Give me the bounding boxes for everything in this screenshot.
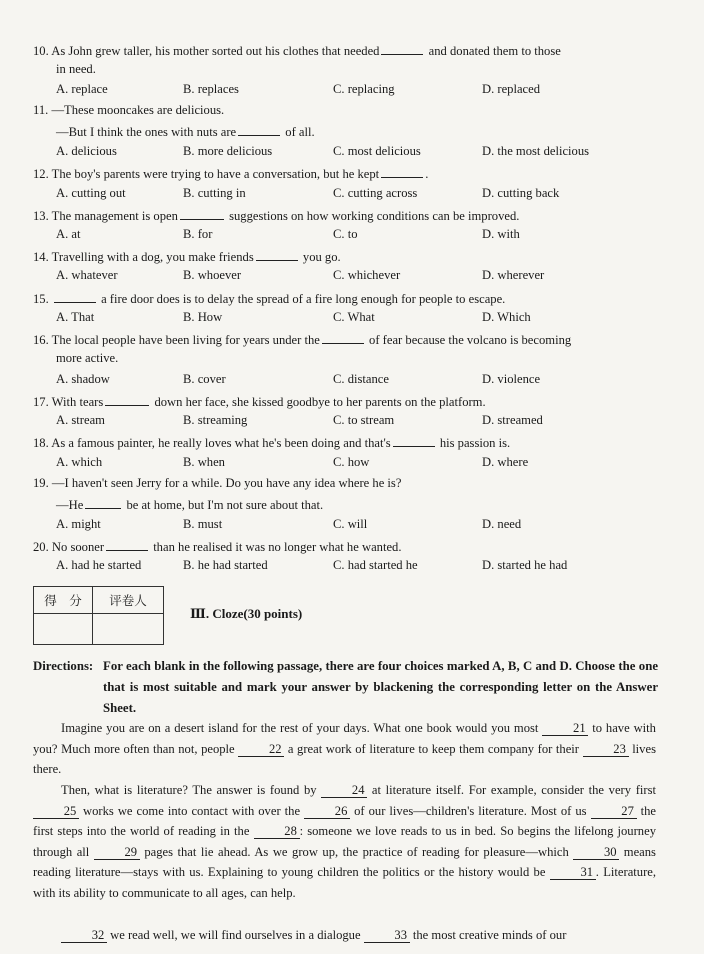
option-c[interactable]: C. had started he: [333, 558, 418, 572]
option-a[interactable]: A. replace: [56, 82, 108, 96]
score-cell[interactable]: [34, 614, 93, 645]
option-c[interactable]: C. What: [333, 310, 375, 324]
option-d[interactable]: D. Which: [482, 310, 531, 324]
option-c[interactable]: C. distance: [333, 372, 389, 386]
question-12: 12. The boy's parents were trying to have a conversation, but he kept .: [33, 167, 429, 181]
option-d[interactable]: D. cutting back: [482, 186, 560, 200]
answer-blank[interactable]: [85, 496, 121, 509]
option-b[interactable]: B. replaces: [183, 82, 239, 96]
question-11-options: [56, 144, 676, 162]
option-d[interactable]: D. the most delicious: [482, 144, 590, 158]
question-16-cont: more active.: [56, 351, 119, 365]
option-b[interactable]: B. whoever: [183, 268, 242, 282]
option-a[interactable]: A. shadow: [56, 372, 110, 386]
grader-cell[interactable]: [93, 614, 164, 645]
option-b[interactable]: B. when: [183, 455, 225, 469]
answer-blank[interactable]: [256, 248, 298, 261]
question-15-options: [56, 310, 676, 328]
option-b[interactable]: B. for: [183, 227, 213, 241]
answer-blank[interactable]: [381, 165, 423, 178]
answer-blank[interactable]: [393, 434, 435, 447]
cloze-blank[interactable]: 30: [573, 846, 619, 860]
answer-blank[interactable]: [105, 393, 149, 406]
option-b[interactable]: B. cover: [183, 372, 226, 386]
question-16-options: [56, 372, 676, 390]
answer-blank[interactable]: [381, 42, 423, 55]
answer-blank[interactable]: [238, 123, 280, 136]
cloze-blank[interactable]: 31: [550, 866, 596, 880]
question-11-cont: —But I think the ones with nuts are of all.: [56, 125, 315, 139]
question-18-options: [56, 455, 676, 473]
cloze-blank[interactable]: 21: [542, 722, 588, 736]
option-b[interactable]: B. must: [183, 517, 223, 531]
grader-header: 评卷人: [93, 587, 164, 614]
question-11: 11. —These mooncakes are delicious.: [33, 103, 225, 117]
option-a[interactable]: A. which: [56, 455, 103, 469]
option-a[interactable]: A. might: [56, 517, 101, 531]
option-a[interactable]: A. whatever: [56, 268, 118, 282]
cloze-blank[interactable]: 27: [591, 805, 637, 819]
cloze-blank[interactable]: 23: [583, 743, 629, 757]
question-12-options: [56, 186, 676, 204]
passage-paragraph-1: Imagine you are on a desert island for the rest of your days. What one book would you most 21 to have with you? Much more often than not, people 22 a great work of literature to keep them company for their 23 lives there.: [33, 721, 656, 777]
question-18: 18. As a famous painter, he really loves what he's been doing and that's his passion is.: [33, 436, 511, 450]
option-c[interactable]: C. whichever: [333, 268, 401, 282]
cloze-blank[interactable]: 26: [304, 805, 350, 819]
question-13: 13. The management is open suggestions on how working conditions can be improved.: [33, 209, 520, 223]
cloze-blank[interactable]: 29: [94, 846, 140, 860]
option-d[interactable]: D. started he had: [482, 558, 568, 572]
option-a[interactable]: A. delicious: [56, 144, 117, 158]
question-19-cont: —He be at home, but I'm not sure about that.: [56, 498, 324, 512]
section-title: Ⅲ. Cloze(30 points): [190, 606, 303, 621]
option-c[interactable]: C. how: [333, 455, 370, 469]
option-b[interactable]: B. more delicious: [183, 144, 273, 158]
cloze-blank[interactable]: 32: [61, 929, 107, 943]
question-15: 15. a fire door does is to delay the spread of a fire long enough for people to escape.: [33, 292, 506, 306]
question-20-options: [56, 558, 676, 576]
option-a[interactable]: A. stream: [56, 413, 105, 427]
option-c[interactable]: C. will: [333, 517, 368, 531]
question-10: 10. As John grew taller, his mother sorted out his clothes that needed and donated them to those: [33, 44, 561, 58]
question-14-options: [56, 268, 676, 286]
cloze-blank[interactable]: 24: [321, 784, 367, 798]
option-b[interactable]: B. cutting in: [183, 186, 246, 200]
cloze-blank[interactable]: 25: [33, 805, 79, 819]
question-10-options: [56, 82, 676, 100]
question-17-options: [56, 413, 676, 431]
answer-blank[interactable]: [180, 207, 224, 220]
option-a[interactable]: A. cutting out: [56, 186, 126, 200]
option-b[interactable]: B. How: [183, 310, 223, 324]
question-19-options: [56, 517, 676, 535]
cloze-blank[interactable]: 22: [238, 743, 284, 757]
option-d[interactable]: D. with: [482, 227, 520, 241]
option-a[interactable]: A. at: [56, 227, 81, 241]
option-c[interactable]: C. to: [333, 227, 358, 241]
option-d[interactable]: D. replaced: [482, 82, 541, 96]
option-b[interactable]: B. streaming: [183, 413, 248, 427]
directions-label: Directions:: [33, 659, 94, 673]
answer-blank[interactable]: [106, 538, 148, 551]
option-a[interactable]: A. That: [56, 310, 95, 324]
cloze-blank[interactable]: 28: [254, 825, 300, 839]
question-13-options: [56, 227, 676, 245]
score-header: 得 分: [34, 587, 93, 614]
option-a[interactable]: A. had he started: [56, 558, 142, 572]
option-d[interactable]: D. streamed: [482, 413, 543, 427]
option-c[interactable]: C. to stream: [333, 413, 395, 427]
question-20: 20. No sooner than he realised it was no longer what he wanted.: [33, 540, 402, 554]
option-d[interactable]: D. need: [482, 517, 522, 531]
option-c[interactable]: C. cutting across: [333, 186, 418, 200]
question-10-cont: in need.: [56, 62, 96, 76]
option-c[interactable]: C. most delicious: [333, 144, 421, 158]
directions-text: For each blank in the following passage, there are four choices marked A, B, C and D. Choose the one that is most suitable and mark your answer by blackening the corresponding letter on the Answer Sheet.: [103, 659, 658, 715]
answer-blank[interactable]: [322, 331, 364, 344]
passage-paragraph-3: 32 we read well, we will find ourselves in a dialogue 33 the most creative minds of our: [33, 925, 656, 946]
cloze-blank[interactable]: 33: [364, 929, 410, 943]
passage-paragraph-2: Then, what is literature? The answer is found by 24 at literature itself. For example, consider the very first 25 works we come into contact with over the 26 of our lives—children's literature. Most of us 27 the first steps into the world of reading in the 28 : someone we love reads to us in bed. So begins the lifelong journey through all 29 pages that lie ahead. As we grow up, the practice of reading for pleasure—which 30 means reading literature—stays with us. Explaining to young children the politics or the history would be 31 . Literature, with its ability to communicate to all ages, can help.: [33, 783, 657, 900]
option-b[interactable]: B. he had started: [183, 558, 268, 572]
answer-blank[interactable]: [54, 290, 96, 303]
option-c[interactable]: C. replacing: [333, 82, 395, 96]
option-d[interactable]: D. where: [482, 455, 529, 469]
score-table: [33, 586, 164, 645]
question-16: 16. The local people have been living for years under the of fear because the volcano is becoming: [33, 333, 572, 347]
question-17: 17. With tears down her face, she kissed goodbye to her parents on the platform.: [33, 395, 486, 409]
option-d[interactable]: D. violence: [482, 372, 541, 386]
question-19: 19. —I haven't seen Jerry for a while. Do you have any idea where he is?: [33, 476, 402, 490]
option-d[interactable]: D. wherever: [482, 268, 545, 282]
question-14: 14. Travelling with a dog, you make friends you go.: [33, 250, 341, 264]
